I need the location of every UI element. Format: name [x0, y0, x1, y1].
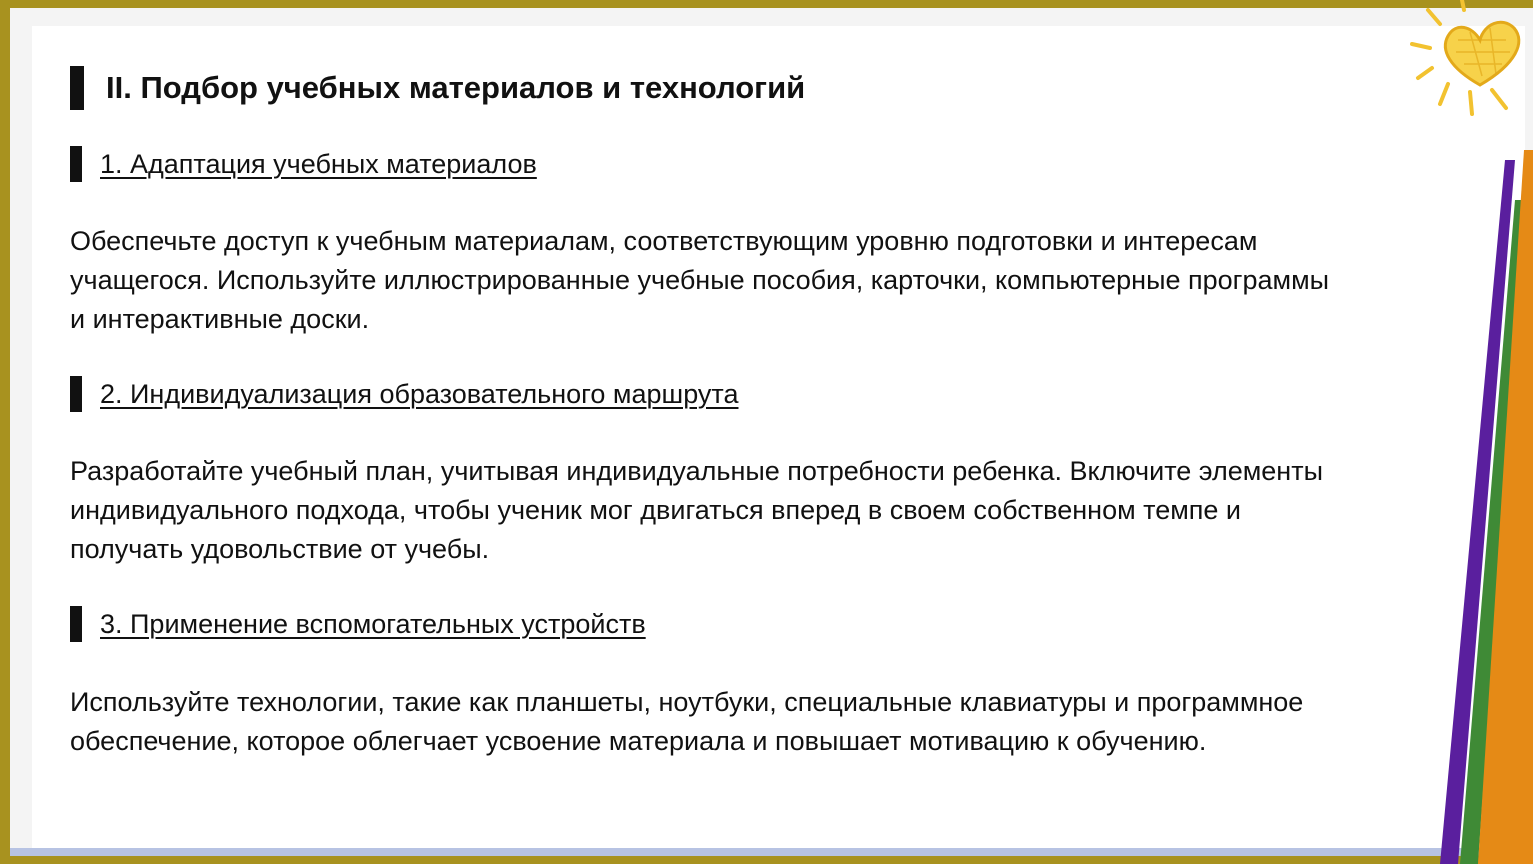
section-bullet-bar — [70, 606, 82, 642]
section-heading-row-3 — [70, 606, 646, 642]
section-heading-1: 1. Адаптация учебных материалов — [100, 148, 537, 179]
section-bullet-bar — [70, 376, 82, 412]
slide-title: II. Подбор учебных материалов и технологий — [106, 70, 806, 105]
section-heading-3: 3. Применение вспомогательных устройств — [100, 608, 646, 639]
section-body-1: Обеспечьте доступ к учебным материалам, соответствующим уровню подготовки и интересам учащегося. Используйте иллюстрированные учебные пособия, карточки, компьютерные программы и интерактивные доски. — [70, 226, 1330, 334]
title-bullet-bar — [70, 66, 84, 110]
slide-title-row — [70, 66, 805, 110]
section-heading-row-2 — [70, 376, 738, 412]
section-heading-row-1 — [70, 146, 537, 182]
section-heading-2: 2. Индивидуализация образовательного маршрута — [100, 378, 739, 409]
section-bullet-bar — [70, 146, 82, 182]
section-body-2: Разработайте учебный план, учитывая индивидуальные потребности ребенка. Включите элементы индивидуального подхода, чтобы ученик мог двигаться вперед в своем собственном темпе и получать удовольствие от учебы. — [70, 456, 1323, 564]
section-body-3: Используйте технологии, такие как планшеты, ноутбуки, специальные клавиатуры и программное обеспечение, которое облегчает усвоение материала и повышает мотивацию к обучению. — [70, 687, 1304, 756]
